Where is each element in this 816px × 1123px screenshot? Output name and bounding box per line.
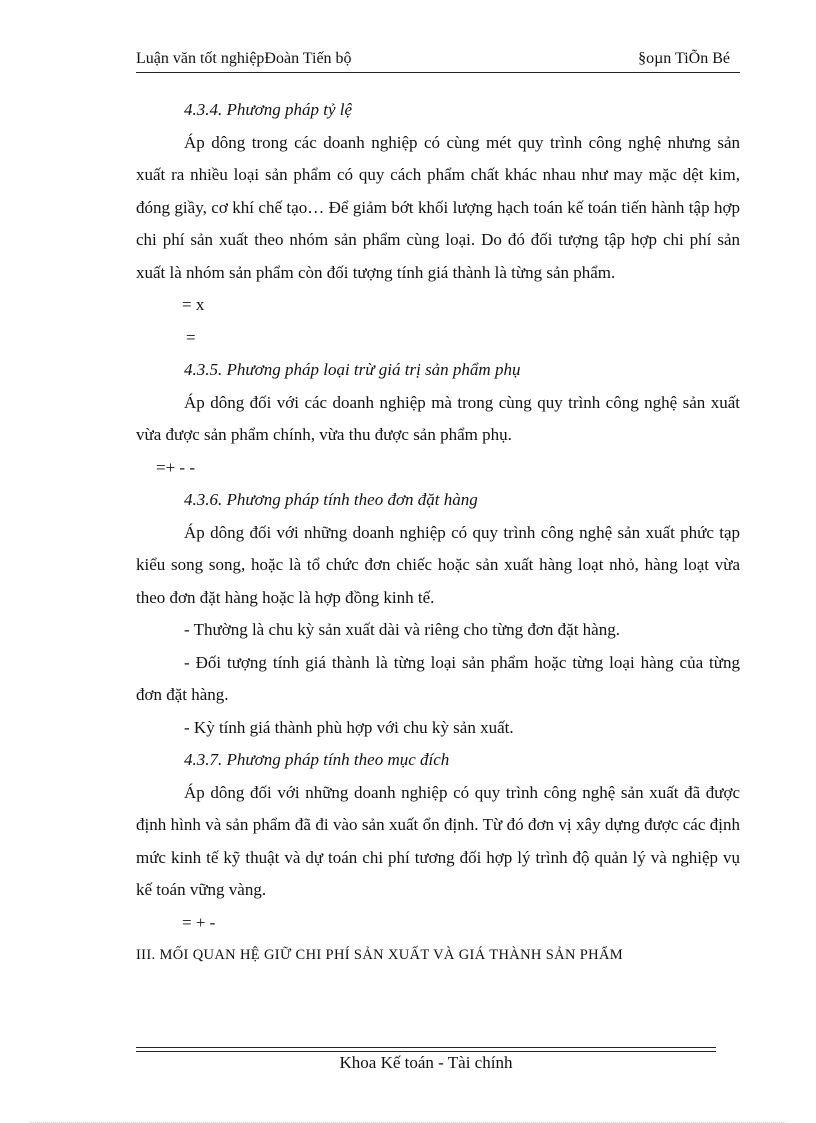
formula-line: = x xyxy=(182,295,205,314)
document-body xyxy=(136,94,740,972)
bullet-item: - Kỳ tính giá thành phù hợp với chu kỳ sản xuất. xyxy=(184,717,514,737)
section-heading: 4.3.6. Phương pháp tính theo đơn đặt hàng xyxy=(184,490,478,509)
page-header xyxy=(136,50,740,72)
header-rule xyxy=(136,72,740,73)
paragraph: Áp dông đối với các doanh nghiệp mà trong cùng quy trình công nghệ sản xuất vừa được sản phẩm chính, vừa thu được sản phẩm phụ. xyxy=(136,392,740,444)
section-heading: 4.3.4. Phương pháp tỷ lệ xyxy=(184,100,353,119)
paragraph: Áp dông trong các doanh nghiệp có cùng mét quy trình công nghệ nhưng sản xuất ra nhiều loại sản phẩm có quy cách phẩm chất khác nhau như may mặc dệt kim, đóng giầy, cơ khí chế tạo… Để giảm bớt khối lượng hạch toán kế toán tiến hành tập hợp chi phí sản xuất theo nhóm sản phẩm cùng loại. Do đó đối tượng tập hợp chi phí sản xuất là nhóm sản phẩm còn đối tượng tính giá thành là từng sản phẩm. xyxy=(136,132,740,282)
paragraph: Áp dông đối với những doanh nghiệp có quy trình công nghệ sản xuất phức tạp kiểu song song, hoặc là tổ chức đơn chiếc hoặc sản xuất hàng loạt nhỏ, hàng loạt vừa theo đơn đặt hàng hoặc là hợp đồng kinh tế. xyxy=(136,522,740,607)
formula-line: = + - xyxy=(182,912,216,932)
header-left-text: Luận văn tốt nghiệpĐoàn Tiến bộ xyxy=(136,50,352,67)
bullet-item: - Đối tượng tính giá thành là từng loại sản phẩm hoặc từng loại hàng của từng đơn đặt hàng. xyxy=(136,652,740,704)
header-right-text: §oµn TiÕn Bé xyxy=(638,50,730,67)
footer-rule-bottom xyxy=(136,1051,716,1052)
formula-line: =+ - - xyxy=(156,457,195,477)
paragraph: Áp dông đối với những doanh nghiệp có quy trình công nghệ sản xuất đã được định hình và sản phẩm đã đi vào sản xuất ổn định. Từ đó đơn vị xây dựng được các định mức kinh tế kỹ thuật và dự toán chi phí tương đối hợp lý trình độ quản lý và nghiệp vụ kế toán vững vàng. xyxy=(136,782,740,899)
bullet-item: - Thường là chu kỳ sản xuất dài và riêng cho từng đơn đặt hàng. xyxy=(184,620,620,639)
section-heading: 4.3.7. Phương pháp tính theo mục đích xyxy=(184,750,450,769)
footer-rule-top xyxy=(136,1047,716,1048)
section-heading: 4.3.5. Phương pháp loại trừ giá trị sản phẩm phụ xyxy=(184,360,521,379)
formula-line: = xyxy=(186,327,196,347)
page-footer: Khoa Kế toán - Tài chính xyxy=(339,1053,513,1072)
chapter-section-title: III. MỐI QUAN HỆ GIỮ CHI PHÍ SẢN XUẤT VÀ GIÁ THÀNH SẢN PHẨM xyxy=(136,947,624,963)
